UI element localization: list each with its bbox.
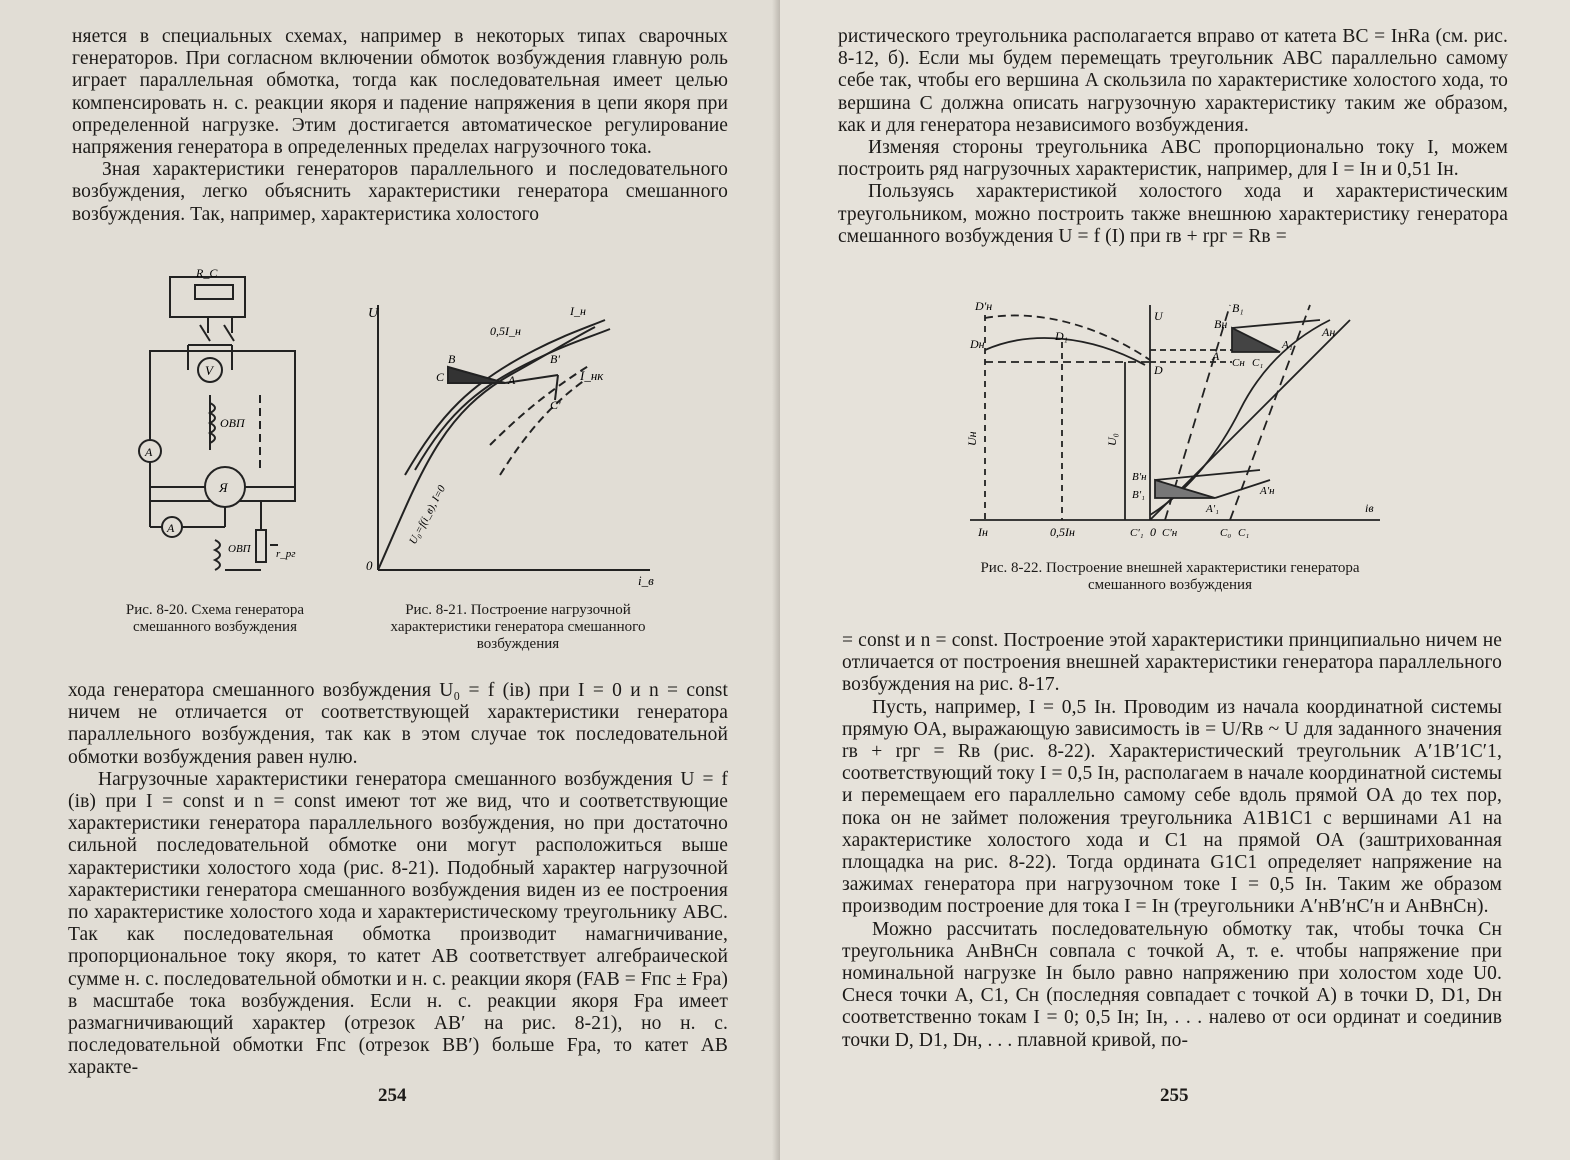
label-bn-prime: B′н — [1132, 471, 1147, 483]
page-number: 254 — [378, 1085, 407, 1106]
label-un: Uн — [965, 431, 979, 446]
paragraph: Изменяя стороны треугольника ABC пропорционально току I, можем построить ряд нагрузочных характеристик, например, для I = Iн и 0,51 Iн. — [838, 137, 1508, 181]
label-cn-prime: C′н — [1162, 527, 1178, 539]
label-u: U — [1154, 309, 1163, 323]
right-bottom-text — [842, 630, 1502, 1052]
label-dn-top: D′н — [975, 299, 993, 313]
curve-label: U₀=f(i_в), I=0 — [407, 483, 449, 547]
label-an-prime: A′н — [1260, 485, 1275, 497]
left-bottom-text — [68, 680, 728, 1080]
paragraph: Зная характеристики генераторов параллельного и последовательного возбуждения, легко объяснить характеристики генератора смешанного возбуждения. Так, например, характеристика холостого — [72, 159, 728, 225]
paragraph: Пользуясь характеристикой холостого хода и характеристическим треугольником, можно построить также внешнюю характеристику генератора смешанного возбуждения U = f (I) при rв + rрг = Rв = — [838, 181, 1508, 247]
label-b1-prime: B′₁ — [1132, 489, 1145, 501]
label-in: Iн — [978, 525, 988, 539]
paragraph: няется в специальных схемах, например в некоторых типах сварочных генераторов. При согласном включении обмоток возбуждения главную роль играет параллельная обмотка, тогда как последовательная имеет целью компенсировать н. с. реакции якоря и падение напряжения в цепи якоря при определенной нагрузке. Этим достигается автоматическое регулирование напряжения генератора в определенных пределах нагрузочного тока. — [72, 26, 728, 159]
label-c1-prime: C′₁ — [1130, 527, 1144, 539]
paragraph: ристического треугольника располагается вправо от катета BC = IнRa (см. рис. 8-12, б). Если мы будем перемещать треугольник ABC параллельно самому себе так, чтобы его вершина A скользила по характеристике холостого хода, то вершина C должна описать нагрузочную характеристику таким же образом, как и для генератора независимого возбуждения. — [838, 26, 1508, 136]
page-number: 255 — [1160, 1085, 1189, 1106]
label-05in: 0,5Iн — [1050, 525, 1075, 539]
axis-ib: iв — [1365, 501, 1374, 515]
fig21-caption: Рис. 8-21. Построение нагрузочной характеристики генератора смешанного возбуждения — [390, 602, 646, 652]
label-rpr: r_рг — [276, 548, 296, 560]
paragraph: = const и n = const. Построение этой характеристики принципиально ничем не отличается от построения внешней характеристики генератора параллельного возбуждения на рис. 8-17. — [842, 630, 1502, 696]
left-top-text — [72, 26, 728, 226]
origin: 0 — [366, 558, 373, 573]
paragraph: Нагрузочные характеристики генератора смешанного возбуждения U = f (iв) при I = const и n = const имеют тот же вид, что и соответствующие характеристики генератора параллельного возбуждения, но при достаточно сильной последовательной обмотке они могут расположиться выше характеристики холостого хода (рис. 8-21). Подобный характер нагрузочной характеристики генератора смешанного возбуждения виден из ее построения по характеристике холостого хода и характеристическому треугольнику ABC. Так как последовательная обмотка производит намагничивание, пропорциональное току якоря, то катет AB соответствует алгебраической сумме н. с. последовательной обмотки и н. с. реакции якоря (FAB = Fпс ± Fpa) в масштабе тока возбуждения. Если н. с. реакции якоря Fpa имеет размагничивающий характер (отрезок AB′ на рис. 8-21), но н. с. последовательной обмотки Fпс (отрезок BB′) больше Fpa, то катет AB характе- — [68, 768, 728, 1079]
label-ovp2: ОВП — [228, 543, 251, 555]
axis-u: U — [368, 306, 379, 321]
left-page — [0, 0, 780, 1160]
label-cn: Cн — [1232, 357, 1245, 369]
figure-8-20-circuit — [120, 255, 310, 585]
label-a: A — [508, 373, 516, 387]
right-top-text — [838, 26, 1508, 248]
right-page — [780, 0, 1570, 1160]
axis-ib: i_в — [638, 573, 654, 588]
label-ihk: I_нк — [580, 368, 604, 383]
label-ovp: ОВП — [220, 416, 245, 430]
label-d1: D₁ — [1055, 329, 1068, 343]
label-d: D — [1154, 363, 1163, 377]
label-ya: Я — [219, 480, 228, 495]
label-b1: B₁ — [1232, 301, 1244, 315]
label-rc: R_C — [196, 266, 218, 280]
figure-8-22-chart — [965, 290, 1390, 545]
label-an: Aн — [1322, 325, 1336, 339]
paragraph: Пусть, например, I = 0,5 Iн. Проводим из начала координатной системы прямую OA, выражающую зависимость iв = U/Rв ~ U для заданного значения rв + rрг = Rв (рис. 8-22). Характеристический треугольник A′1B′1C′1, соответствующий току I = 0,5 Iн, располагаем в начале координатной системы и перемещаем его параллельно самому себе вдоль прямой OA до тех пор, пока он не займет положения треугольника A1B1C1 с вершинами A1 на характеристике холостого хода и C1 на прямой OA (заштрихованная площадка на рис. 8-22). Тогда ордината G1C1 определяет напряжение на зажимах генератора при нагрузочном токе I = 0,5 Iн. Таким же образом производим построение для тока I = Iн (треугольники A′нB′нC′н и AнBнCн). — [842, 696, 1502, 918]
fig22-caption: Рис. 8-22. Построение внешней характеристики генератора смешанного возбуждения — [980, 560, 1360, 593]
label-a: A — [1212, 349, 1220, 363]
fig20-caption: Рис. 8-20. Схема генератора смешанного возбуждения — [125, 602, 305, 635]
label-c1: C₁ — [1252, 357, 1264, 369]
label-c0: C₀ — [1220, 527, 1232, 539]
label-b-prime: B' — [550, 352, 560, 366]
label-o: 0 — [1150, 525, 1156, 539]
label-c1-axis: C₁ — [1238, 527, 1250, 539]
label-dn: Dн — [970, 337, 985, 351]
label-b: B — [448, 352, 456, 366]
label-c: C — [436, 370, 445, 384]
label-c-prime: C' — [550, 398, 561, 412]
paragraph: Можно рассчитать последовательную обмотку так, чтобы точка Cн треугольника AнBнCн совпала с точкой A, т. е. чтобы напряжение при номинальной нагрузке Iн было равно напряжению при холостом ходе U0. Снеся точки A, C1, Cн (последняя совпадает с точкой A) в точки D, D1, Dн соответственно токам I = 0; 0,5 Iн; Iн, . . . налево от оси ординат и соединив точки D, D1, Dн, . . . плавной кривой, по- — [842, 918, 1502, 1051]
label-v: V — [205, 363, 213, 378]
label-a1-prime: A′₁ — [1206, 503, 1219, 515]
label-a2: A — [167, 521, 175, 535]
paragraph: хода генератора смешанного возбуждения U₀ = f (iв) при I = 0 и n = const ничем не отличается от соответствующей характеристики генератора параллельного возбуждения, так как в этом случае ток последовательной обмотки возбуждения равен нулю. — [68, 680, 728, 768]
label-051in: 0,5I_н — [490, 324, 521, 338]
label-u0: U₀ — [1105, 433, 1119, 446]
figure-8-21-chart — [360, 295, 660, 590]
label-a1: A — [145, 445, 153, 459]
label-bn: Bн — [1214, 317, 1228, 331]
label-a1: A₁ — [1282, 339, 1293, 351]
label-in: I_н — [570, 304, 586, 318]
